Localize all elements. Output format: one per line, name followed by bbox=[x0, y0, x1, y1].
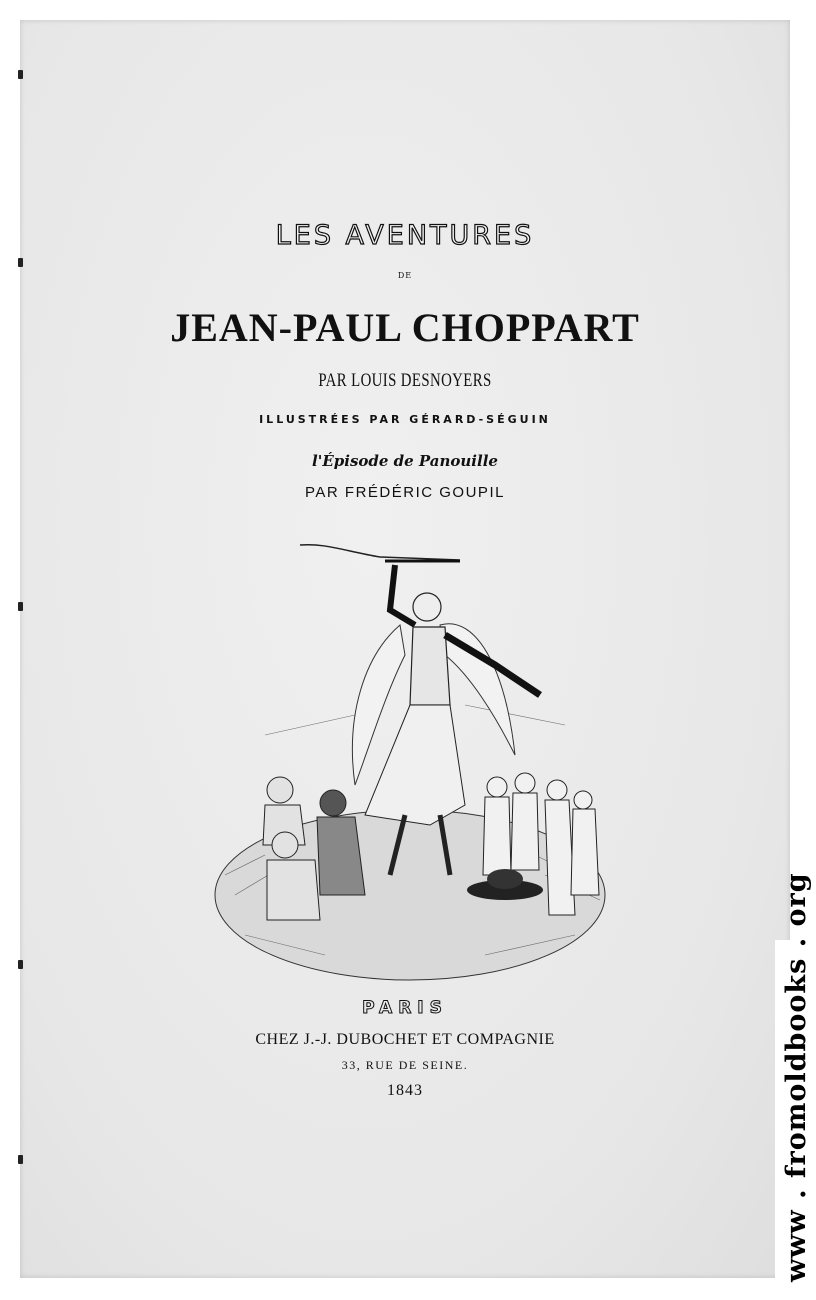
site-watermark bbox=[775, 872, 815, 1290]
binding-mark bbox=[18, 960, 23, 969]
angel-skirt bbox=[365, 705, 465, 825]
title-connector: DE bbox=[397, 271, 413, 280]
series-title: LES AVENTURES bbox=[275, 220, 535, 251]
episode-author-line: PAR FRÉDÉRIC GOUPIL bbox=[305, 484, 505, 501]
publication-year: 1843 bbox=[387, 1082, 423, 1099]
angel-raised-arm bbox=[390, 565, 415, 625]
angel-engraving-illustration bbox=[205, 515, 615, 990]
binding-mark bbox=[18, 70, 23, 79]
binding-mark bbox=[18, 602, 23, 611]
angel-torso bbox=[410, 627, 450, 705]
author-line: PAR LOUIS DESNOYERS bbox=[318, 370, 492, 391]
watermark-text: www . fromoldbooks . org bbox=[781, 872, 812, 1282]
city-label: PARIS bbox=[362, 998, 448, 1018]
main-title: JEAN-PAUL CHOPPART bbox=[170, 305, 640, 350]
angel-head bbox=[413, 593, 441, 621]
binding-mark bbox=[18, 258, 23, 267]
illustrator-line: ILLUSTRÉES PAR GÉRARD-SÉGUIN bbox=[259, 413, 551, 426]
address-line: 33, RUE DE SEINE. bbox=[341, 1058, 469, 1072]
episode-line: l'Épisode de Panouille bbox=[312, 452, 498, 470]
book-page bbox=[20, 20, 790, 1278]
publisher-line: CHEZ J.-J. DUBOCHET ET COMPAGNIE bbox=[255, 1031, 555, 1048]
binding-mark bbox=[18, 1155, 23, 1164]
